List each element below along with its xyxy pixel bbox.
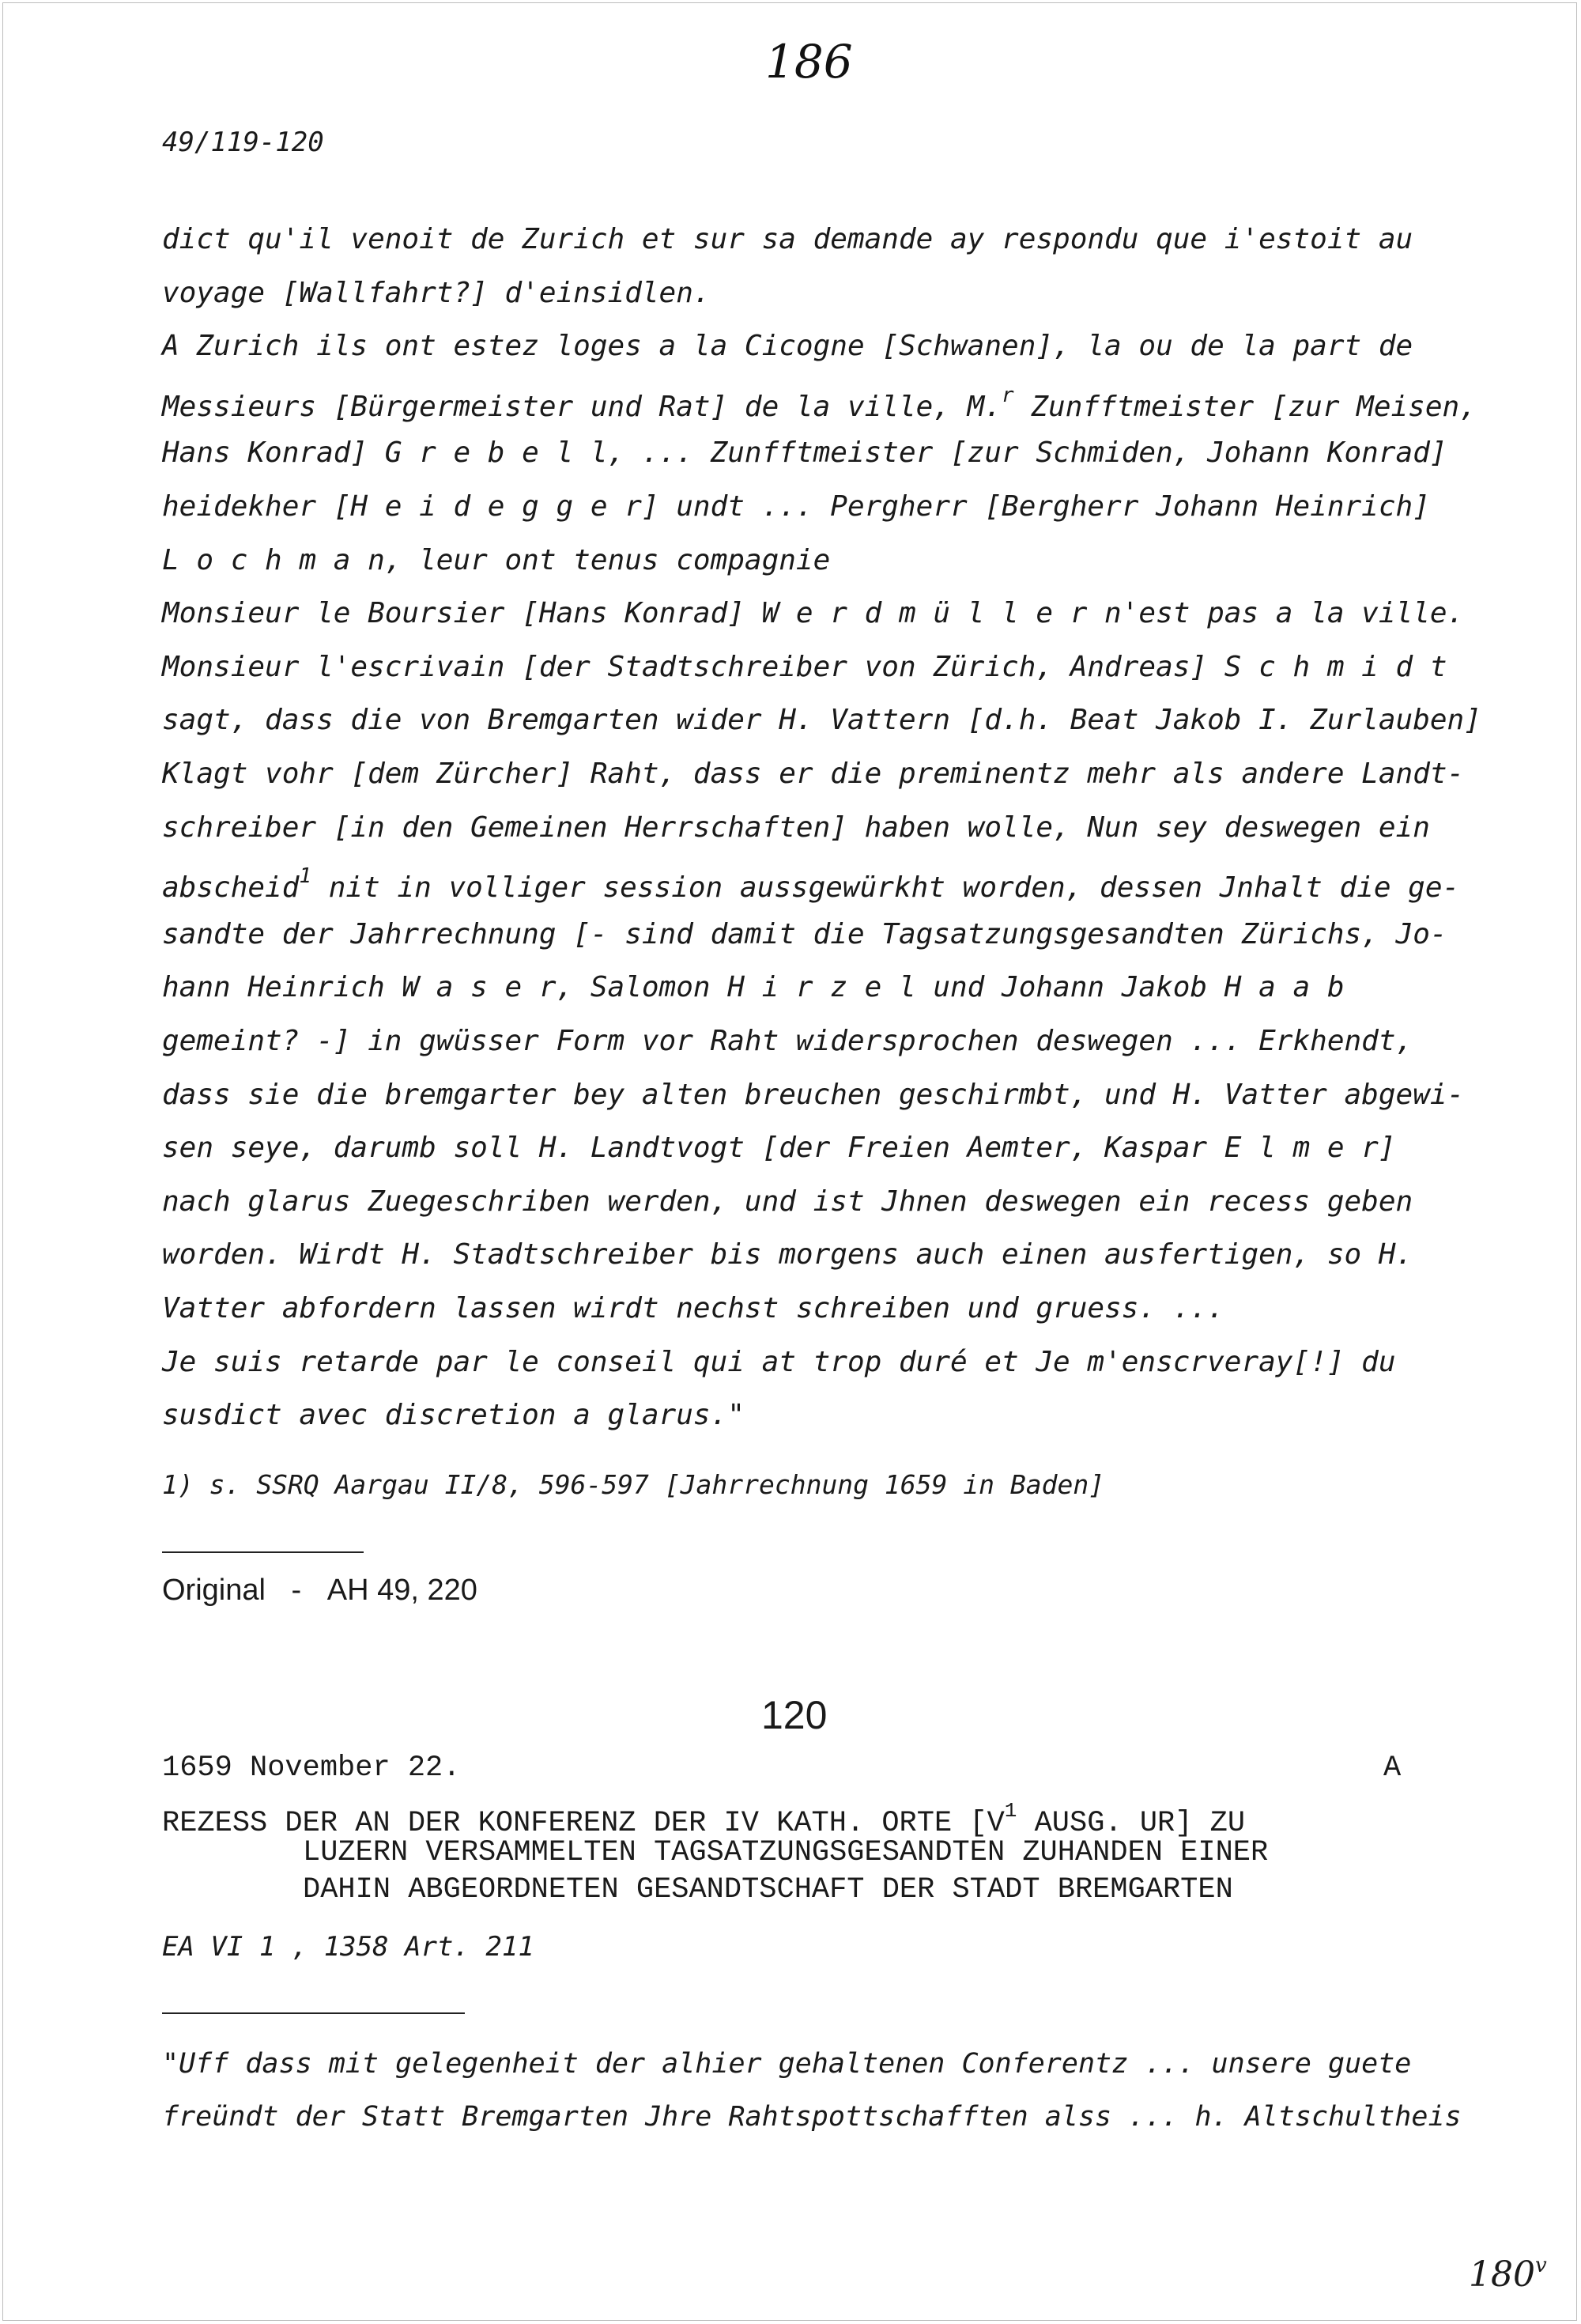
letter-line: L o c h m a n, leur ont tenus compagnie [162, 543, 831, 576]
letter-line: Vatter abfordern lassen wirdt nechst schreiben und gruess. ... [162, 1292, 1224, 1324]
letter-line: sagt, dass die von Bremgarten wider H. Vattern [d.h. Beat Jakob I. Zurlauben] [162, 704, 1481, 737]
document-letter: A [1383, 1752, 1402, 1785]
letter-line: gemeint? -] in gwüsser Form vor Raht widersprochen deswegen ... Erkhendt, [162, 1025, 1413, 1057]
letter-line: Hans Konrad] G r e b e l l, ... Zunfftmeister [zur Schmiden, Johann Konrad] [162, 436, 1447, 470]
title-text-a: REZESS DER AN DER KONFERENZ DER IV KATH. ORTE [V [162, 1807, 1005, 1841]
letter-line: worden. Wirdt H. Stadtschreiber bis morgens auch einen ausfertigen, so H. [162, 1238, 1413, 1272]
original-ref: AH 49, 220 [326, 1574, 477, 1607]
letter-line: voyage [Wallfahrt?] d'einsidlen. [162, 276, 711, 309]
letter-line: Monsieur le Boursier [Hans Konrad] W e r d m ü l l e r n'est pas a la ville. [162, 597, 1465, 630]
letter-line-text: Zunfftmeister [zur Meisen, [1013, 390, 1477, 423]
letter-line: Monsieur l'escrivain [der Stadtschreiber von Zürich, Andreas] S c h m i d t [162, 650, 1447, 683]
letter-line: Klagt vohr [dem Zürcher] Raht, dass er die preminentz mehr als andere Landt- [162, 758, 1465, 790]
quote-line-1: "Uff dass mit gelegenheit der alhier gehaltenen Conferentz ... unsere guete [162, 2048, 1412, 2080]
document-title-line-1 [162, 1799, 1245, 1840]
original-label: Original [162, 1574, 266, 1607]
handwritten-page-number: 186 [765, 35, 853, 89]
quote-line-2: freündt der Statt Bremgarten Jhre Rahtspottschafften alss ... h. Altschultheis [162, 2101, 1462, 2133]
letter-line: sandte der Jahrrechnung [- sind damit die Tagsatzungsgesandten Zürichs, Jo- [162, 917, 1447, 950]
title-text-b: AUSG. UR] ZU [1017, 1807, 1246, 1841]
letter-line: susdict avec discretion a glarus." [162, 1399, 745, 1432]
document-date: 1659 November 22. [162, 1752, 461, 1785]
footnote-divider [162, 1551, 364, 1553]
letter-line: schreiber [in den Gemeinen Herrschaften] haben wolle, Nun sey deswegen ein [162, 811, 1430, 844]
letter-line: A Zurich ils ont estez loges a la Cicogne [Schwanen], la ou de la part de [162, 330, 1413, 363]
letter-line: dict qu'il venoit de Zurich et sur sa demande ay respondu que i'estoit au [162, 223, 1413, 255]
title-superscript: 1 [1004, 1799, 1017, 1823]
superscript: 1 [299, 864, 312, 889]
original-dash: - [291, 1574, 302, 1607]
corner-mark-text: 180 [1469, 2254, 1535, 2296]
letter-line: heidekher [H e i d e g g e r] undt ... Pergherr [Bergherr Johann Heinrich] [162, 490, 1430, 523]
document-number: 120 [761, 1693, 828, 1737]
document-source: EA VI 1 , 1358 Art. 211 [162, 1931, 534, 1963]
footnote: 1) s. SSRQ Aargau II/8, 596-597 [Jahrrechnung 1659 in Baden] [162, 1469, 1105, 1500]
document-title-line-2: LUZERN VERSAMMELTEN TAGSATZUNGSGESANDTEN ZUHANDEN EINER [303, 1836, 1269, 1869]
letter-line: sen seye, darumb soll H. Landtvogt [der Freien Aemter, Kaspar E l m e r] [162, 1132, 1396, 1165]
corner-folio-mark [1469, 2254, 1547, 2295]
letter-line [162, 864, 1459, 904]
letter-line-text: Messieurs [Bürgermeister und Rat] de la ville, M. [162, 390, 1002, 423]
letter-line: hann Heinrich W a s e r, Salomon H i r z e l und Johann Jakob H a a b [162, 971, 1345, 1004]
document-title-line-3: DAHIN ABGEORDNETEN GESANDTSCHAFT DER STADT BREMGARTEN [303, 1873, 1233, 1906]
document-reference: 49/119-120 [162, 127, 324, 158]
letter-line: nach glarus Zuegeschriben werden, und ist Jhnen deswegen ein recess geben [162, 1185, 1413, 1218]
corner-mark-sup: v [1534, 2254, 1547, 2277]
source-divider [162, 2012, 465, 2014]
letter-line: Je suis retarde par le conseil qui at trop duré et Je m'enscrveray[!] du [162, 1345, 1396, 1378]
letter-line: dass sie die bremgarter bey alten breuchen geschirmbt, und H. Vatter abgewi- [162, 1078, 1465, 1111]
letter-line [162, 384, 1477, 423]
letter-line-text: nit in volliger session aussgewürkht worden, dessen Jnhalt die ge- [311, 871, 1460, 905]
original-reference [162, 1574, 477, 1608]
letter-line-text: abscheid [162, 871, 300, 905]
superscript: r [1002, 383, 1014, 407]
